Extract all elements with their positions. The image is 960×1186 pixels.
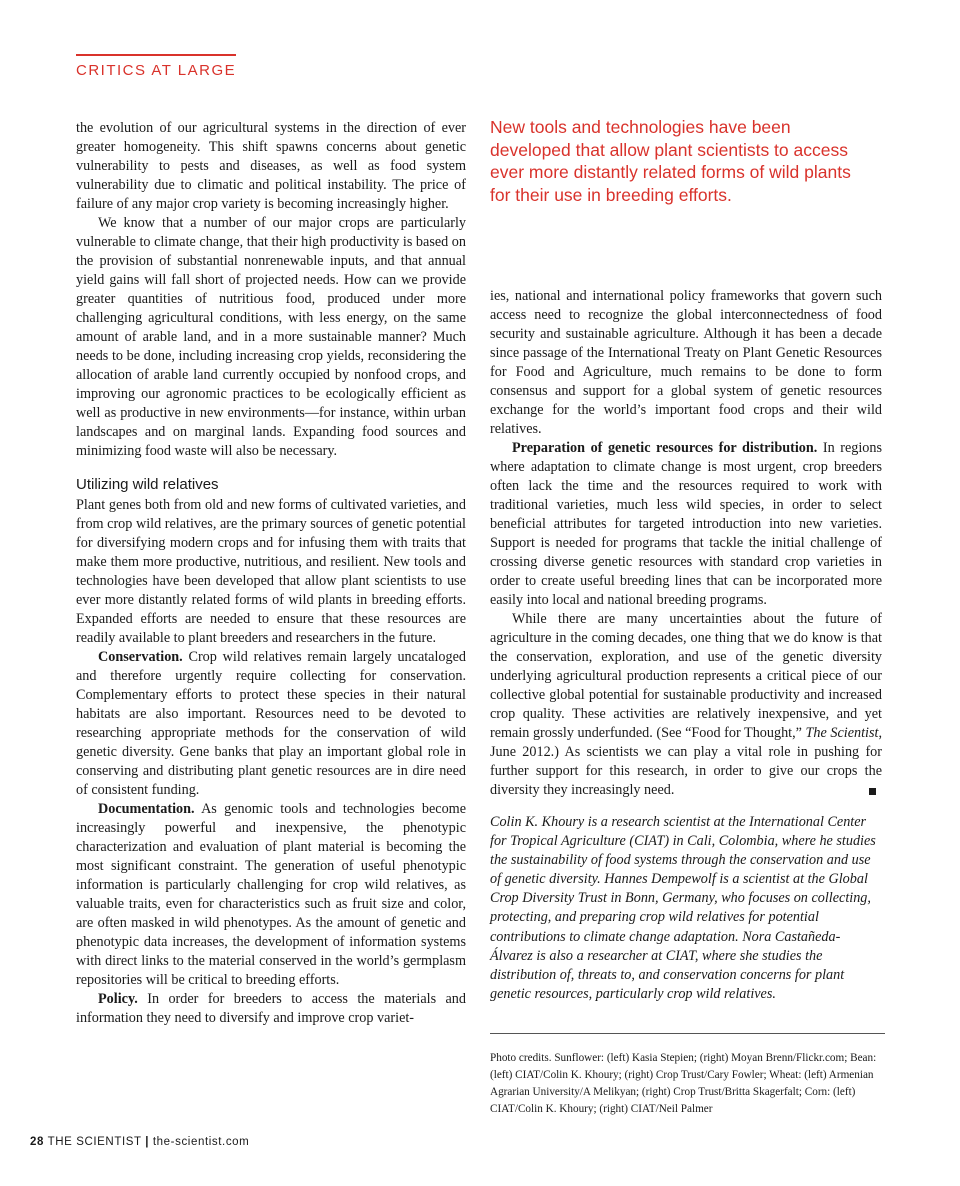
paragraph	[76, 648, 466, 800]
paragraph-text: In order for breeders to access the materials and information they need to diversify and improve crop variet-	[76, 991, 466, 1026]
divider	[490, 1033, 885, 1034]
run-in-head: Policy.	[98, 991, 138, 1007]
paragraph-text: As genomic tools and technologies become increasingly powerful and inexpensive, the phenotypic characterization and evaluation of plant material is becoming the most significant constraint. The generation of useful phenotypic information is particularly challenging for crop wild relatives, as valuable traits, even for characteristics such as fruit size and color, are often masked in wild phenotypes. As the amount of genetic and phenotypic data increases, the development of information systems with direct links to the material conserved in the world’s germplasm repositories will be critical to breeding efforts.	[76, 801, 466, 988]
paragraph: Plant genes both from old and new forms of cultivated varieties, and from crop wild relatives, are the primary sources of genetic potential for diversifying modern crops and for infusing them with traits that make them more productive, nutritious, and resilient. New tools and technologies have been developed that allow plant scientists to use ever more distantly related forms of wild plants in breeding efforts. Expanded efforts are needed to ensure that these resources are readily available to plant breeders and researchers in the future.	[76, 497, 466, 646]
paragraph	[490, 610, 882, 800]
run-in-head: Documentation.	[98, 801, 195, 817]
right-column	[490, 287, 882, 800]
page-number: 28	[30, 1136, 44, 1148]
page-footer	[30, 1136, 249, 1148]
website-link[interactable]: the-scientist.com	[152, 1136, 250, 1148]
paragraph: ies, national and international policy frameworks that govern such access need to recognize the global interconnectedness of food security and sustainable agriculture. Although it has been a decade since passage of the International Treaty on Plant Genetic Resources for Food and Agriculture, much remains to be done to form consensus and support for a global system of genetic resources exchange for the world’s important food crops and their wild relatives.	[490, 288, 882, 437]
subheading: Utilizing wild relatives	[76, 476, 219, 493]
paragraph-text: Crop wild relatives remain largely uncataloged and therefore urgently require collecting for conservation. Complementary efforts to protect these species in their natural habitats are also important. Resources need to be devoted to researching appropriate methods for the conservation of wild genetic diversity. Gene banks that play an important global role in conserving and distributing plant genetic resources are in dire need of consistent funding.	[76, 649, 466, 798]
paragraph	[490, 439, 882, 610]
run-in-head: Conservation.	[98, 649, 183, 665]
end-of-article-icon	[869, 788, 876, 795]
run-in-head: Preparation of genetic resources for distribution.	[512, 440, 818, 456]
magazine-title: The Scientist	[805, 725, 879, 741]
paragraph: the evolution of our agricultural systems in the direction of ever greater homogeneity. This shift spawns concerns about genetic vulnerability to pests and diseases, as well as food system vulnerability due to climatic and political instability. The price of failure of any major crop variety is becoming increasingly higher.	[76, 120, 466, 212]
paragraph	[76, 800, 466, 990]
footer-separator: |	[145, 1136, 150, 1148]
paragraph-text: , June 2012.) As scientists we can play a vital role in pushing for further support for this research, in order to give our crops the diversity they increasingly need.	[490, 725, 883, 798]
magazine-name: THE SCIENTIST	[47, 1136, 142, 1148]
section-label: CRITICS AT LARGE	[76, 62, 237, 79]
photo-credits: Photo credits. Sunflower: (left) Kasia Stepien; (right) Moyan Brenn/Flickr.com; Bean: (left) CIAT/Colin K. Khoury; (right) Crop Trust/Cary Fowler; Wheat: (left) Armenian Agrarian University/A Melikyan; (right) Crop Trust/Britta Skagerfalt; Corn: (left) CIAT/Colin K. Khoury; (right) CIAT/Neil Palmer	[490, 1052, 877, 1115]
paragraph: We know that a number of our major crops are particularly vulnerable to climate change, that their high productivity is based on the provision of substantial nonrenewable inputs, and that annual yield gains will fall short of projected needs. How can we provide greater quantities of nutritious food, produced under more challenging agricultural conditions, with less energy, on the same amount of arable land, and in a more sustainable manner? Much needs to be done, including increasing crop yields, reconsidering the allocation of arable land currently occupied by nonfood crops, and improving our agronomic practices to be ecologically efficient as well as productive in new environments—for instance, within urban landscapes and on marginal lands. Expanding food sources and minimizing food waste will also be necessary.	[76, 215, 466, 459]
pull-quote: New tools and technologies have been developed that allow plant scientists to access ever more distantly related forms of wild plants for their use in breeding efforts.	[490, 117, 851, 205]
paragraph	[76, 990, 466, 1028]
paragraph-text: While there are many uncertainties about the future of agriculture in the coming decades, one thing that we do know is that the conservation, exploration, and use of the genetic diversity underlying agricultural production represents a critical piece of our collective global potential for sustainable productivity and increased crop quality. These activities are relatively inexpensive, and yet remain grossly underfunded. (See “Food for Thought,”	[490, 611, 882, 741]
left-column	[76, 119, 466, 1028]
paragraph-text: In regions where adaptation to climate change is most urgent, crop breeders often lack the time and the resources required to work with traditional varieties, much less wild species, in order to select beneficial attributes for targeted introduction into new varieties. Support is needed for programs that tackle the initial challenge of crossing diverse genetic resources with standard crop varieties in order to create useful breeding lines that can be incorporated more easily into local and national breeding programs.	[490, 440, 882, 608]
author-bio: Colin K. Khoury is a research scientist at the International Center for Tropical Agriculture (CIAT) in Cali, Colombia, where he studies the sustainability of food systems through the conservation and use of genetic diversity. Hannes Dempewolf is a scientist at the Global Crop Diversity Trust in Bonn, Germany, who focuses on collecting, protecting, and preparing crop wild relatives for potential contributions to climate change adaptation. Nora Castañeda-Álvarez is also a researcher at CIAT, where she studies the distribution of, threats to, and conservation concerns for plant genetic resources, particularly crop wild relatives.	[490, 814, 876, 1002]
header-rule	[76, 54, 236, 56]
